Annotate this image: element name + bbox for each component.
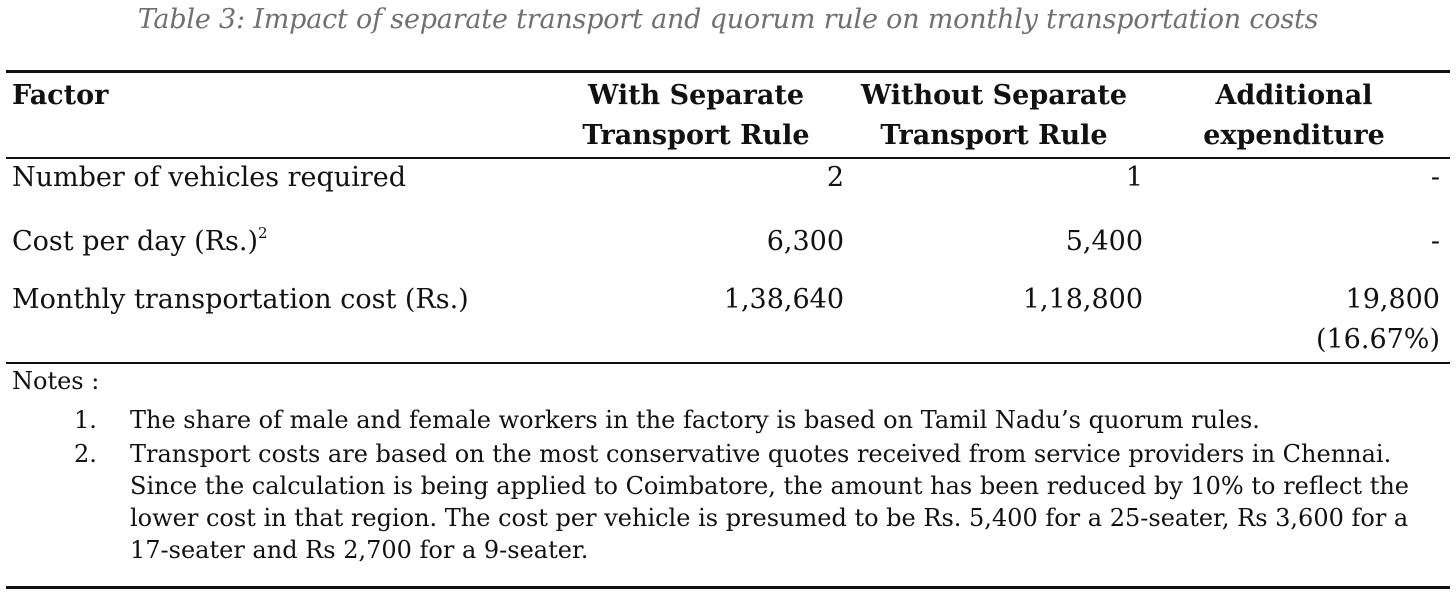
row-vehicles-additional: - <box>1430 162 1440 193</box>
note-2-text: Transport costs are based on the most conservative quotes received from service providers in Chennai. Since the calculation is being applied to Coimbatore, the amount has been reduced by 10% to reflect the lower cost in that region. The cost per vehicle is presumed to be Rs. 5,400 for a 25-seater, Rs 3,600 for a 17-seater and Rs 2,700 for a 9-seater. <box>130 440 1409 564</box>
row-vehicles-with: 2 <box>826 162 844 193</box>
note-1-number: 1. <box>74 406 97 434</box>
row-vehicles-without: 1 <box>1125 162 1143 193</box>
note-2-number: 2. <box>74 440 97 468</box>
row-cost-per-day-without: 5,400 <box>1065 226 1143 257</box>
row-monthly-cost-additional: 19,800 <box>1345 284 1440 315</box>
notes-title: Notes : <box>12 367 100 395</box>
header-with-line1: With Separate <box>587 80 805 111</box>
table-caption: Table 3: Impact of separate transport and quorum rule on monthly transportation costs <box>137 4 1319 35</box>
row-vehicles-label: Number of vehicles required <box>12 162 406 193</box>
row-monthly-cost-with: 1,38,640 <box>723 284 844 315</box>
footnote-marker: 2 <box>258 224 268 242</box>
row-cost-per-day-label <box>12 222 268 262</box>
header-additional-line2: expenditure <box>1203 120 1385 151</box>
row-cost-per-day-text: Cost per day (Rs.) <box>12 226 259 257</box>
header-additional-expenditure <box>1180 76 1408 156</box>
table-bottom-rule <box>6 586 1450 589</box>
table-top-rule <box>6 70 1450 73</box>
header-without-separate <box>856 76 1132 156</box>
row-monthly-cost-label: Monthly transportation cost (Rs.) <box>12 284 469 315</box>
row-cost-per-day-additional: - <box>1430 226 1440 257</box>
row-monthly-cost-without: 1,18,800 <box>1022 284 1143 315</box>
row-monthly-cost-additional-pct: (16.67%) <box>1315 324 1440 355</box>
header-without-line1: Without Separate <box>860 80 1128 111</box>
table-body-rule <box>6 362 1450 364</box>
header-factor: Factor <box>12 80 109 111</box>
header-without-line2: Transport Rule <box>880 120 1108 151</box>
note-1-text: The share of male and female workers in the factory is based on Tamil Nadu’s quorum rules. <box>130 406 1260 434</box>
header-with-separate <box>572 76 820 156</box>
row-cost-per-day-with: 6,300 <box>766 226 844 257</box>
header-additional-line1: Additional <box>1215 80 1373 111</box>
header-with-line2: Transport Rule <box>582 120 810 151</box>
